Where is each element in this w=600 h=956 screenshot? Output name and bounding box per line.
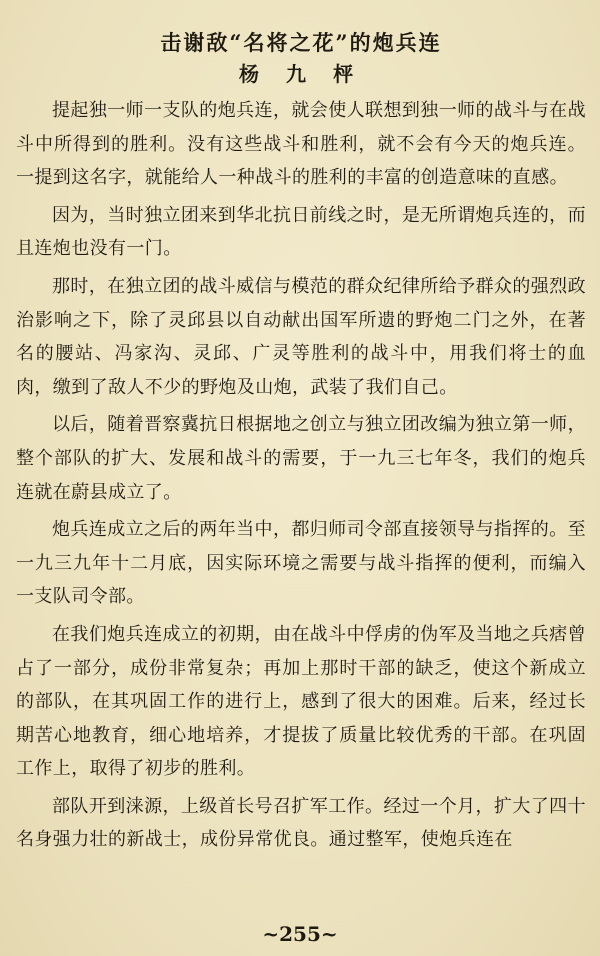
paragraph: 那时，在独立团的战斗威信与模范的群众纪律所给予群众的强烈政治影响之下，除了灵邱县以自动献出国军所遗的野炮二门之外，在著名的腰站、冯家沟、灵邱、广灵等胜利的战斗中，用我们将士的血肉，缴到了敌人不少的野炮及山炮，武装了我们自己。 — [16, 275, 586, 398]
paragraph: 炮兵连成立之后的两年当中，都归师司令部直接领导与指挥的。至一九三九年十二月底，因实际环境之需要与战斗指挥的便利，而编入一支队司令部。 — [16, 519, 586, 608]
article-body — [16, 94, 586, 857]
author-name: 杨 九 枰 — [239, 62, 363, 86]
page-number: ~255~ — [262, 922, 338, 946]
paragraph: 在我们炮兵连成立的初期，由在战斗中俘虏的伪军及当地之兵痞曾占了一部分，成份非常复杂；再加上那时干部的缺乏，使这个新成立的部队，在其巩固工作的进行上，感到了很大的困难。后来，经过长期苦心地教育，细心地培养，才提拔了质量比较优秀的干部。在巩固工作上，取得了初步的胜利。 — [16, 623, 586, 780]
paragraph: 因为，当时独立团来到华北抗日前线之时，是无所谓炮兵连的，而且连炮也没有一门。 — [16, 204, 586, 260]
paragraph: 部队开到涞源，上级首长号召扩军工作。经过一个月，扩大了四十名身强力壮的新战士，成份异常优良。通过整军，使炮兵连在 — [16, 795, 586, 851]
paragraph: 以后，随着晋察冀抗日根据地之创立与独立团改编为独立第一师，整个部队的扩大、发展和战斗的需要，于一九三七年冬，我们的炮兵连就在蔚县成立了。 — [16, 414, 586, 503]
paragraph: 提起独一师一支队的炮兵连，就会使人联想到独一师的战斗与在战斗中所得到的胜利。没有这些战斗和胜利，就不会有今天的炮兵连。一提到这名字，就能给人一种战斗的胜利的丰富的创造意味的直感。 — [16, 100, 586, 189]
article-title: 击谢敌“名将之花”的炮兵连 — [160, 30, 442, 55]
